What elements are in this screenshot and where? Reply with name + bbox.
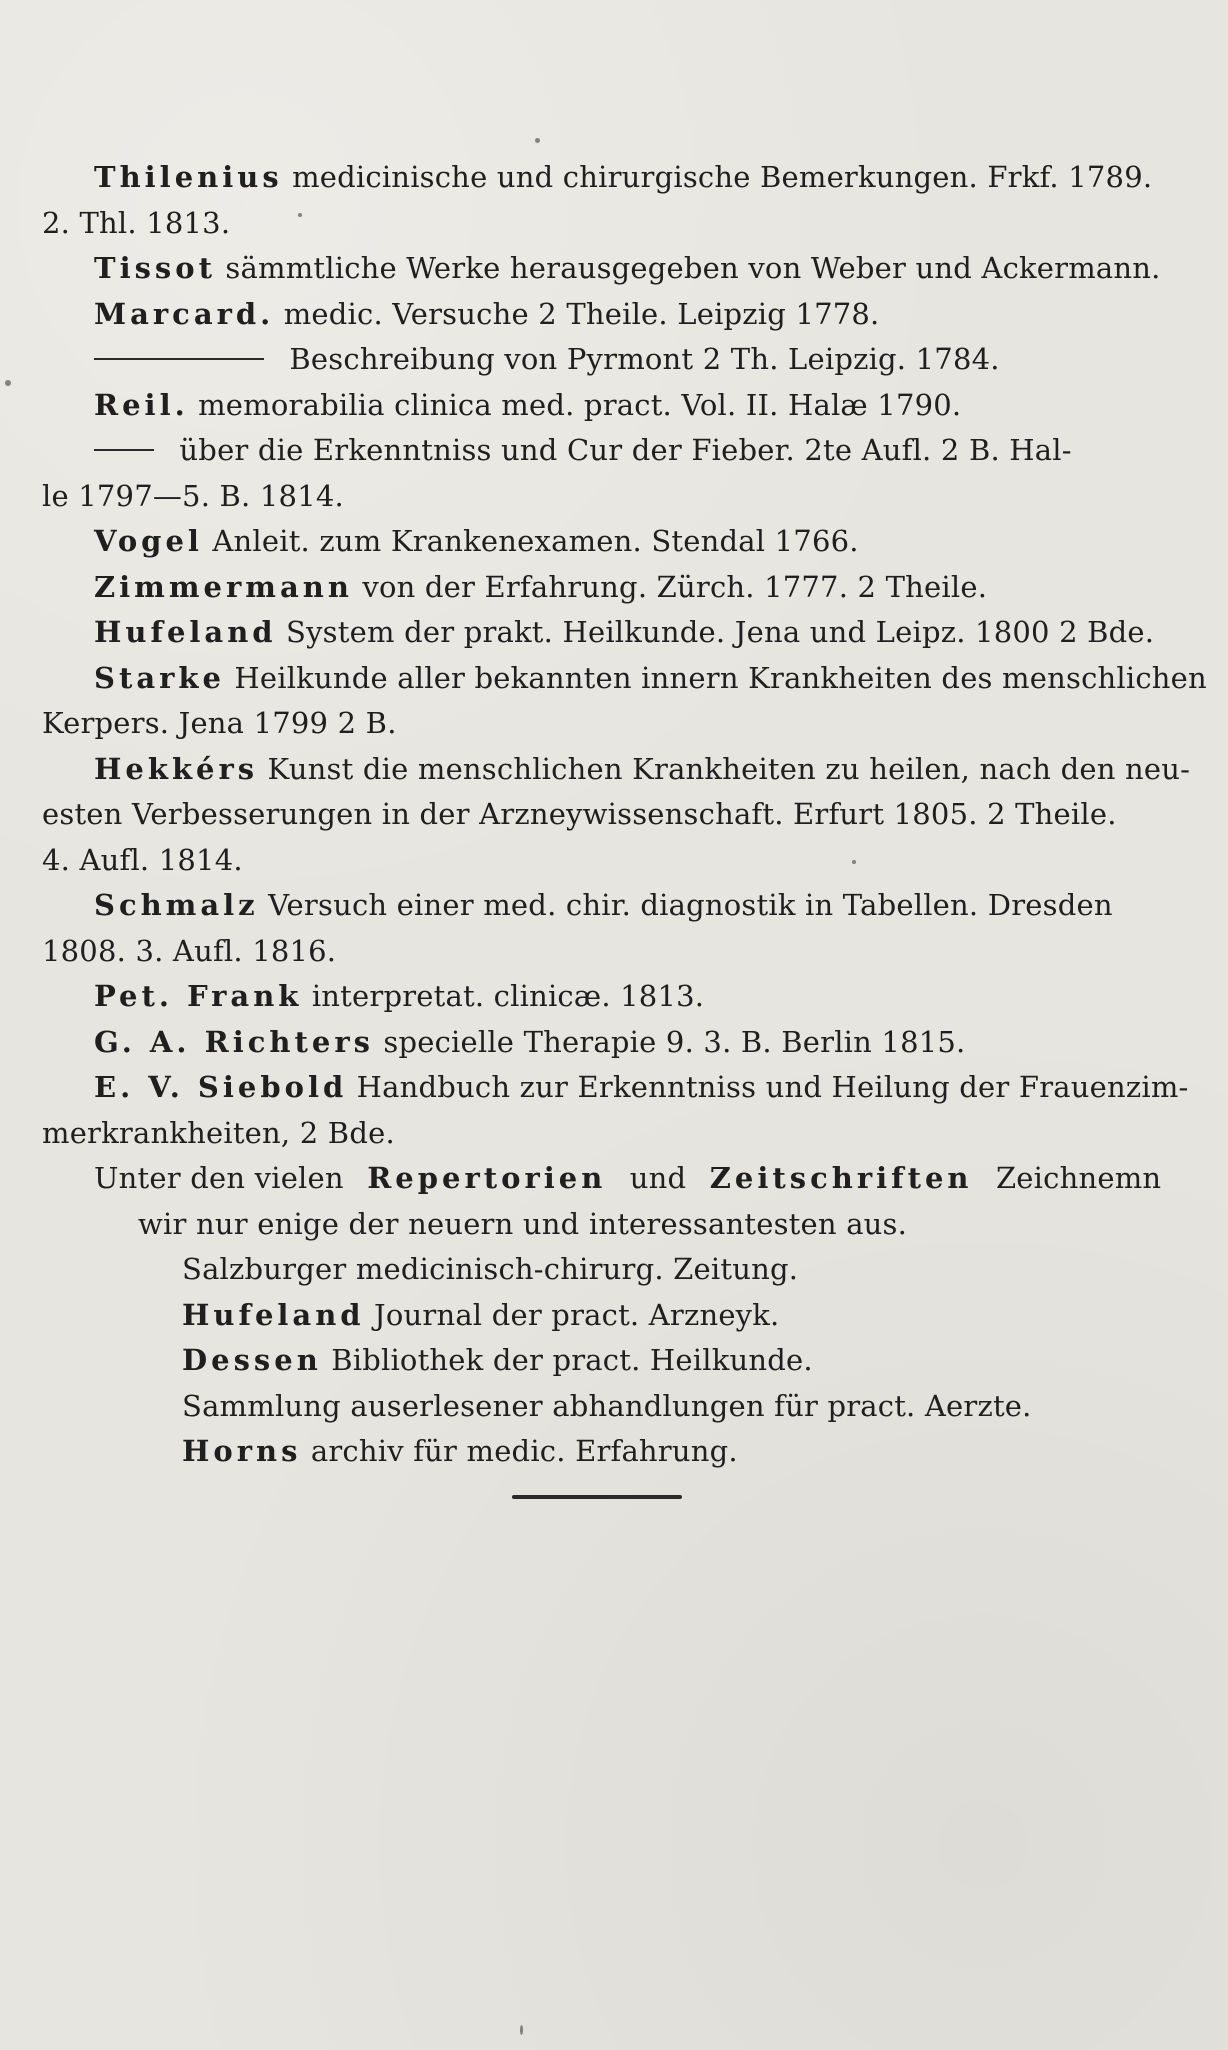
reference-text: medicinische und chirurgische Bemerkungen. Frkf. 1789. xyxy=(292,160,1153,194)
bibliography-line xyxy=(42,610,1192,656)
bibliography-line xyxy=(42,1156,1192,1202)
bibliography-line xyxy=(42,565,1192,611)
author-name: Zimmermann xyxy=(94,569,353,604)
author-name: E. V. Siebold xyxy=(94,1070,348,1104)
end-rule xyxy=(512,1495,682,1499)
author-name: Tissot xyxy=(94,251,216,285)
reference-text: Zeichnemn xyxy=(995,1161,1162,1195)
bibliography-line: esten Verbesserungen in der Arzneywissenschaft. Erfurt 1805. 2 Theile. xyxy=(42,797,1117,831)
ditto-dash xyxy=(94,358,264,360)
bibliography-line xyxy=(42,1338,1192,1384)
reference-text: specielle Therapie 9. 3. B. Berlin 1815. xyxy=(383,1024,966,1059)
reference-text: Unter den vielen xyxy=(94,1161,344,1195)
author-name: Hufeland xyxy=(182,1297,365,1332)
author-name: Starke xyxy=(94,660,225,695)
reference-text: sämmtliche Werke herausgegeben von Weber und Ackermann. xyxy=(225,251,1161,285)
reference-text: archiv für medic. Erfahrung. xyxy=(310,1434,738,1468)
bibliography-line xyxy=(42,428,1192,474)
bibliography-line: le 1797—5. B. 1814. xyxy=(42,478,344,513)
reference-text: memorabilia clinica med. pract. Vol. II. Halæ 1790. xyxy=(198,387,962,422)
reference-text: interpretat. clinicæ. 1813. xyxy=(311,979,705,1013)
bibliography-line xyxy=(42,1429,1192,1475)
reference-text: von der Erfahrung. Zürch. 1777. 2 Theile. xyxy=(362,569,988,604)
author-name: Thilenius xyxy=(94,160,283,194)
bibliography-line: merkrankheiten, 2 Bde. xyxy=(42,1115,395,1150)
section-term: Zeitschriften xyxy=(709,1161,973,1195)
bibliography-line: Sammlung auserlesener abhandlungen für pract. Aerzte. xyxy=(182,1388,1032,1423)
bibliography-line xyxy=(42,747,1192,793)
reference-text: medic. Versuche 2 Theile. Leipzig 1778. xyxy=(283,296,880,331)
author-name: Marcard. xyxy=(94,296,275,331)
bibliography-line xyxy=(42,656,1207,702)
reference-text: Handbuch zur Erkenntniss und Heilung der Frauenzim- xyxy=(356,1070,1189,1104)
reference-text: System der prakt. Heilkunde. Jena und Leipz. 1800 2 Bde. xyxy=(286,615,1155,649)
bibliography-line: 2. Thl. 1813. xyxy=(42,205,231,240)
author-name: Pet. Frank xyxy=(94,979,303,1013)
reference-text: Heilkunde aller bekannten innern Krankheiten des menschlichen xyxy=(234,660,1207,695)
reference-text: Anleit. zum Krankenexamen. Stendal 1766. xyxy=(212,524,859,558)
bibliography-line: wir nur enige der neuern und interessantesten aus. xyxy=(138,1206,908,1241)
bibliography-line xyxy=(42,974,1192,1020)
paper-speck xyxy=(520,2025,523,2035)
bibliography-line: Salzburger medicinisch-chirurg. Zeitung. xyxy=(182,1252,799,1286)
bibliography-line xyxy=(42,383,1192,429)
reference-text: Bibliothek der pract. Heilkunde. xyxy=(331,1343,813,1377)
reference-text: Beschreibung von Pyrmont 2 Th. Leipzig. 1784. xyxy=(289,342,1000,376)
bibliography-line: 1808. 3. Aufl. 1816. xyxy=(42,933,337,968)
author-name: Schmalz xyxy=(94,888,259,922)
bibliography-list xyxy=(42,155,1207,1475)
author-name: Hufeland xyxy=(94,615,277,649)
section-term: Repertorien xyxy=(367,1161,607,1195)
author-name: Reil. xyxy=(94,387,189,422)
ditto-dash xyxy=(94,449,154,451)
bibliography-line xyxy=(42,1065,1192,1111)
author-name: Horns xyxy=(182,1434,302,1468)
reference-text: Kunst die menschlichen Krankheiten zu heilen, nach den neu- xyxy=(267,751,1191,786)
author-name: Dessen xyxy=(182,1343,322,1377)
author-name: Hekkérs xyxy=(94,751,259,786)
bibliography-line xyxy=(42,883,1192,929)
bibliography-line xyxy=(42,292,1192,338)
bibliography-line xyxy=(42,155,1192,201)
author-name: Vogel xyxy=(94,524,203,558)
reference-text: über die Erkenntniss und Cur der Fieber. 2te Aufl. 2 B. Hal- xyxy=(179,433,1072,467)
paper-speck xyxy=(535,138,540,143)
bibliography-line: Kerpers. Jena 1799 2 B. xyxy=(42,706,397,740)
bibliography-line xyxy=(42,246,1192,292)
reference-text: Versuch einer med. chir. diagnostik in Tabellen. Dresden xyxy=(268,888,1113,922)
paper-speck xyxy=(5,380,11,386)
bibliography-line: 4. Aufl. 1814. xyxy=(42,842,243,877)
bibliography-line xyxy=(42,519,1192,565)
reference-text: Journal der pract. Arzneyk. xyxy=(374,1297,780,1332)
bibliography-line xyxy=(42,1293,1192,1339)
reference-text: und xyxy=(629,1161,687,1195)
bibliography-line xyxy=(42,1020,1192,1066)
author-name: G. A. Richters xyxy=(94,1024,374,1059)
bibliography-line xyxy=(42,337,1192,383)
